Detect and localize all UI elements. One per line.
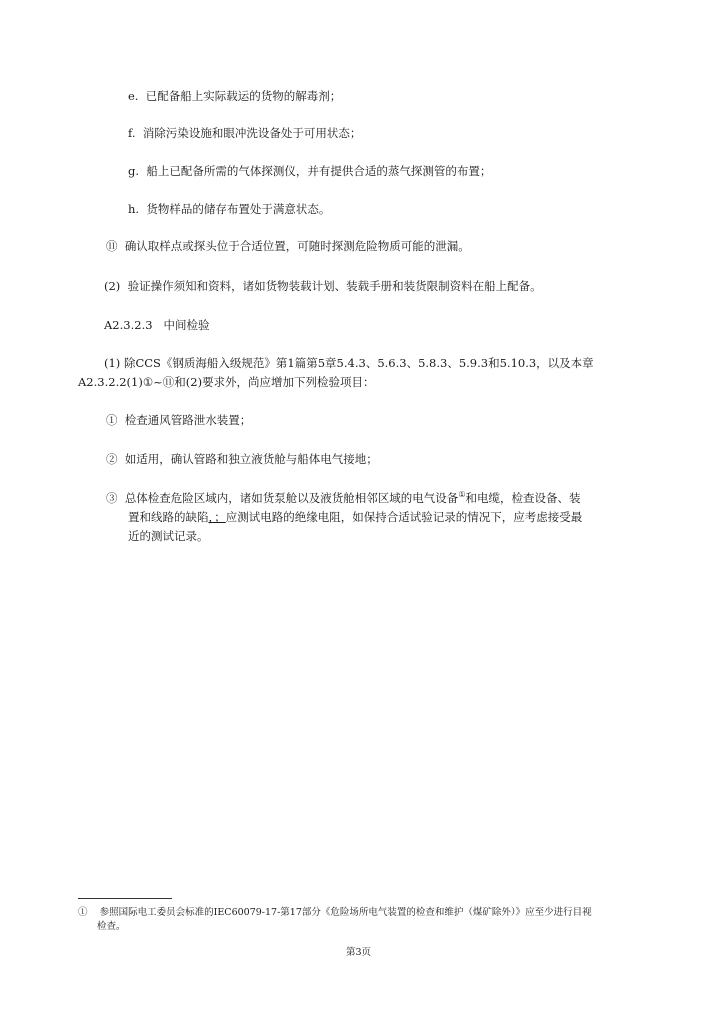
item-marker: e. [128, 89, 139, 103]
item-text: 检查通风管路泄水装置； [124, 413, 252, 427]
section-heading [104, 317, 210, 333]
item-marker: (2) [104, 279, 121, 293]
item-text: 货物样品的储存布置处于满意状态。 [146, 202, 331, 216]
item-marker: ③ [106, 491, 118, 505]
tracked-change-text: ，； [208, 510, 226, 524]
item-marker: h. [128, 202, 140, 216]
item-text: 置和线路的缺陷 [128, 510, 209, 524]
item-text: 验证操作须知和资料，诸如货物装载计划、装载手册和装货限制资料在船上配备。 [127, 279, 542, 293]
footnote-marker: ① [78, 907, 88, 918]
item-text: 近的测试记录。 [128, 529, 209, 543]
item-marker: ① [106, 413, 118, 427]
item-text: 消除污染设施和眼冲洗设备处于可用状态； [142, 126, 362, 140]
check-item-3-cont [128, 528, 209, 544]
item-text: 应测试电路的绝缘电阻，如保持合适试验记录的情况下，应考虑接受最 [225, 510, 583, 524]
item-marker: f. [128, 126, 136, 140]
paragraph-line: A2.3.2.2(1)①~⑪和(2)要求外，尚应增加下列检验项目： [78, 375, 375, 389]
item-text: 和电缆，检查设备、装 [465, 491, 581, 505]
footnote-separator [78, 898, 172, 899]
list-item-11 [106, 238, 470, 254]
item-marker: g. [128, 164, 140, 178]
check-item-2 [106, 451, 378, 467]
item-text: 总体检查危险区域内，诸如货泵舱以及液货舱相邻区域的电气设备 [124, 491, 459, 505]
footnote-text: 检查。 [97, 921, 126, 932]
item-marker: ② [106, 452, 118, 466]
item-text: 确认取样点或探头位于合适位置，可随时探测危险物质可能的泄漏。 [124, 239, 470, 253]
item-marker: ⑪ [106, 239, 118, 253]
item-text: 船上已配备所需的气体探测仪，并有提供合适的蒸气探测管的布置； [146, 164, 492, 178]
list-item-g [128, 163, 491, 179]
check-item-3 [106, 490, 580, 506]
list-item-f [128, 125, 361, 141]
check-item-1 [106, 412, 251, 428]
section-title: 中间检验 [163, 318, 210, 332]
item-text: 已配备船上实际载运的货物的解毒剂； [145, 89, 342, 103]
check-item-3-cont [128, 509, 582, 525]
footnote [78, 906, 592, 920]
section-number: A2.3.2.3 [104, 318, 153, 332]
footnote-cont [97, 920, 126, 934]
footnote-text: 参照国际电工委员会标准的IEC60079-17-第17部分《危险场所电气装置的检查和维护（煤矿除外）》应至少进行目视 [99, 907, 592, 918]
item-text: 如适用，确认管路和独立液货舱与船体电气接地； [124, 452, 378, 466]
paragraph-line: (1) 除CCS《钢质海船入级规范》第1篇第5章5.4.3、5.6.3、5.8.3、5.9.3和5.10.3，以及本章 [104, 356, 594, 370]
footnote-ref[interactable]: ① [458, 490, 466, 500]
list-item-e [128, 88, 341, 104]
page-number: 第3页 [346, 947, 372, 958]
list-item-2 [104, 278, 542, 294]
list-item-h [128, 201, 330, 217]
